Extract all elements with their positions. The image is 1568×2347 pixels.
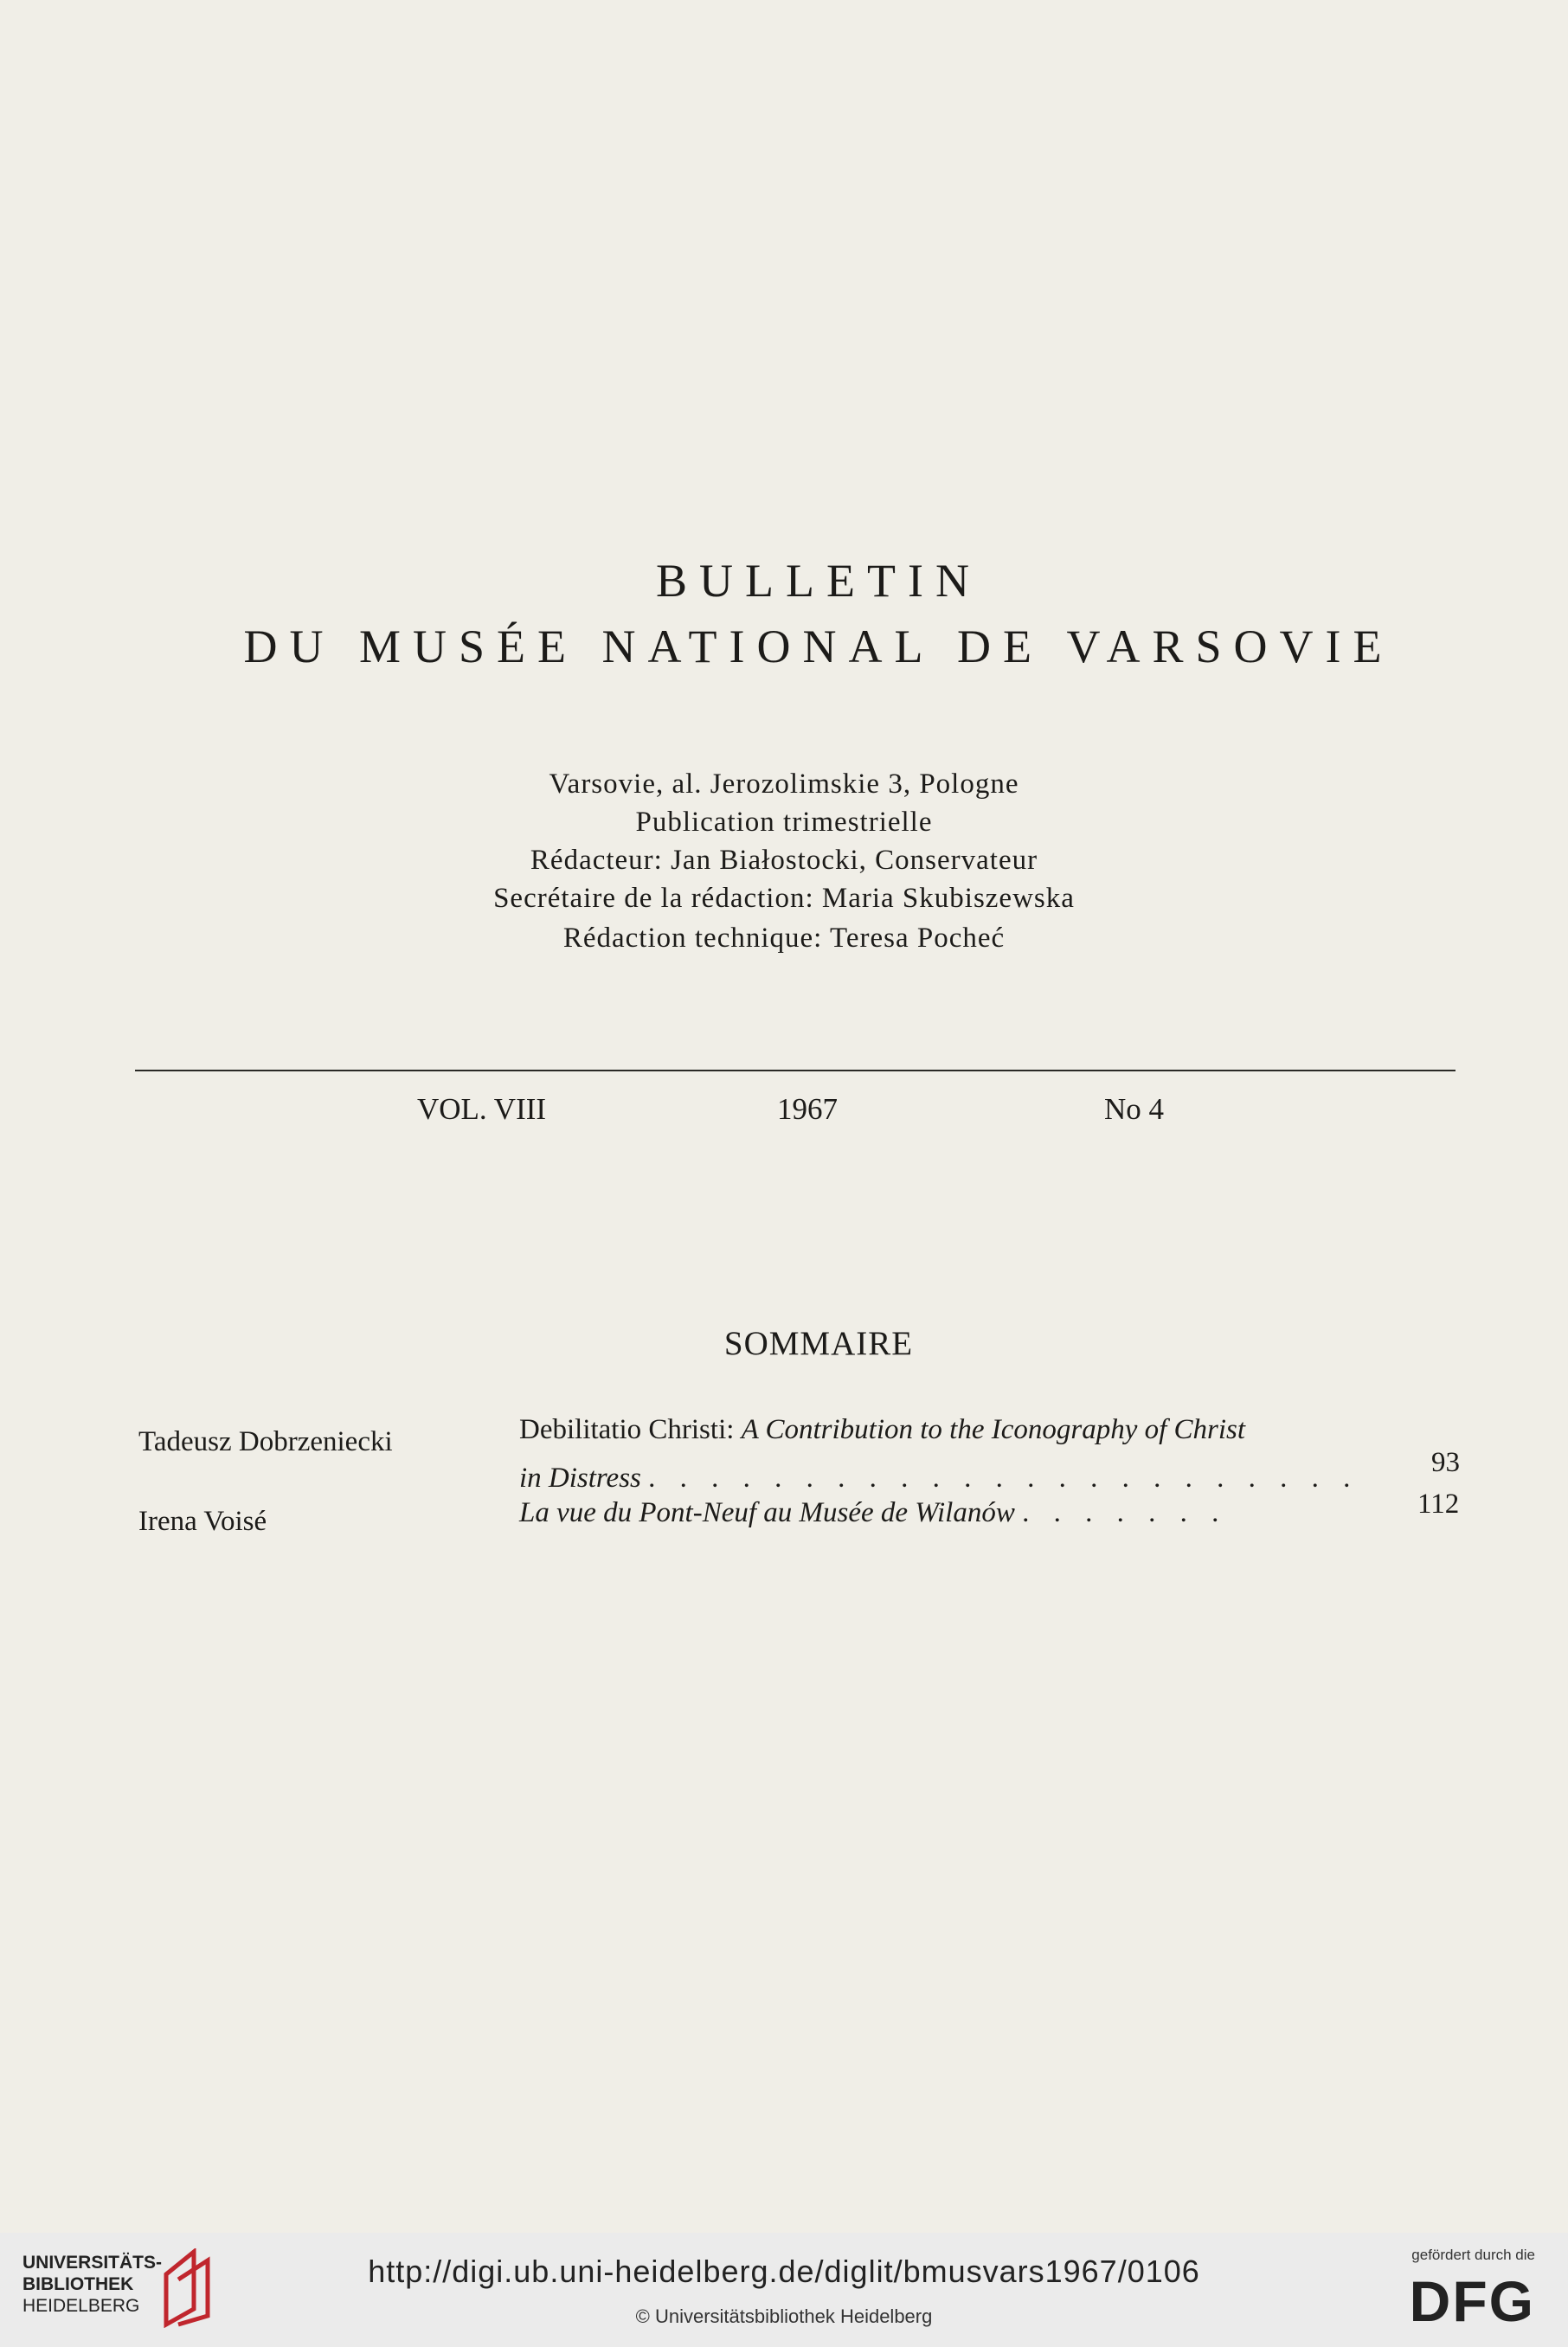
journal-title-line2: DU MUSÉE NATIONAL DE VARSOVIE	[243, 621, 1394, 672]
horizontal-rule	[135, 1070, 1456, 1071]
toc-title-line2	[519, 1463, 1359, 1495]
issue-number-label: No 4	[1104, 1092, 1165, 1126]
address-line: Varsovie, al. Jerozolimskie 3, Pologne	[549, 768, 1019, 800]
library-logo-line1: UNIVERSITÄTS-	[22, 2253, 163, 2273]
library-logo-line2: BIBLIOTHEK	[22, 2274, 134, 2294]
toc-title	[519, 1497, 1227, 1529]
library-logo-line3: HEIDELBERG	[22, 2296, 140, 2316]
toc-title-italic: A Contribution to the Iconography of Christ	[741, 1414, 1246, 1445]
viewer-footer	[0, 2233, 1568, 2347]
contents-heading: SOMMAIRE	[723, 1325, 914, 1362]
secretary-line: Secrétaire de la rédaction: Maria Skubiszewska	[493, 883, 1075, 914]
leader-dots: . . . . . . . . . . . . . . . . . . . . . . .	[648, 1463, 1359, 1494]
copyright-notice: © Universitätsbibliothek Heidelberg	[635, 2305, 933, 2327]
dfg-logo[interactable]: DFG	[1409, 2269, 1535, 2333]
toc-page-number: 112	[1417, 1489, 1460, 1520]
toc-author: Irena Voisé	[138, 1506, 267, 1537]
editor-line: Rédacteur: Jan Białostocki, Conservateur	[530, 845, 1038, 876]
volume-label: VOL. VIII	[417, 1092, 547, 1126]
leader-dots: . . . . . . .	[1022, 1497, 1228, 1528]
toc-author: Tadeusz Dobrzeniecki	[138, 1426, 393, 1457]
toc-title-italic: La vue du Pont-Neuf au Musée de Wilanów	[519, 1497, 1015, 1528]
permalink-url[interactable]: http://digi.ub.uni-heidelberg.de/diglit/bmusvars1967/0106	[368, 2254, 1200, 2289]
year-label: 1967	[777, 1092, 838, 1126]
technical-editor-line: Rédaction technique: Teresa Pocheć	[562, 923, 1006, 954]
toc-title-line1	[519, 1414, 1245, 1446]
frequency-line: Publication trimestrielle	[635, 807, 933, 838]
toc-title-continuation: in Distress	[519, 1463, 641, 1494]
toc-page-number: 93	[1431, 1447, 1460, 1478]
toc-title-roman: Debilitatio Christi:	[519, 1414, 735, 1445]
journal-title-line1: BULLETIN	[656, 555, 981, 607]
funding-note: gefördert durch die	[1411, 2247, 1535, 2263]
